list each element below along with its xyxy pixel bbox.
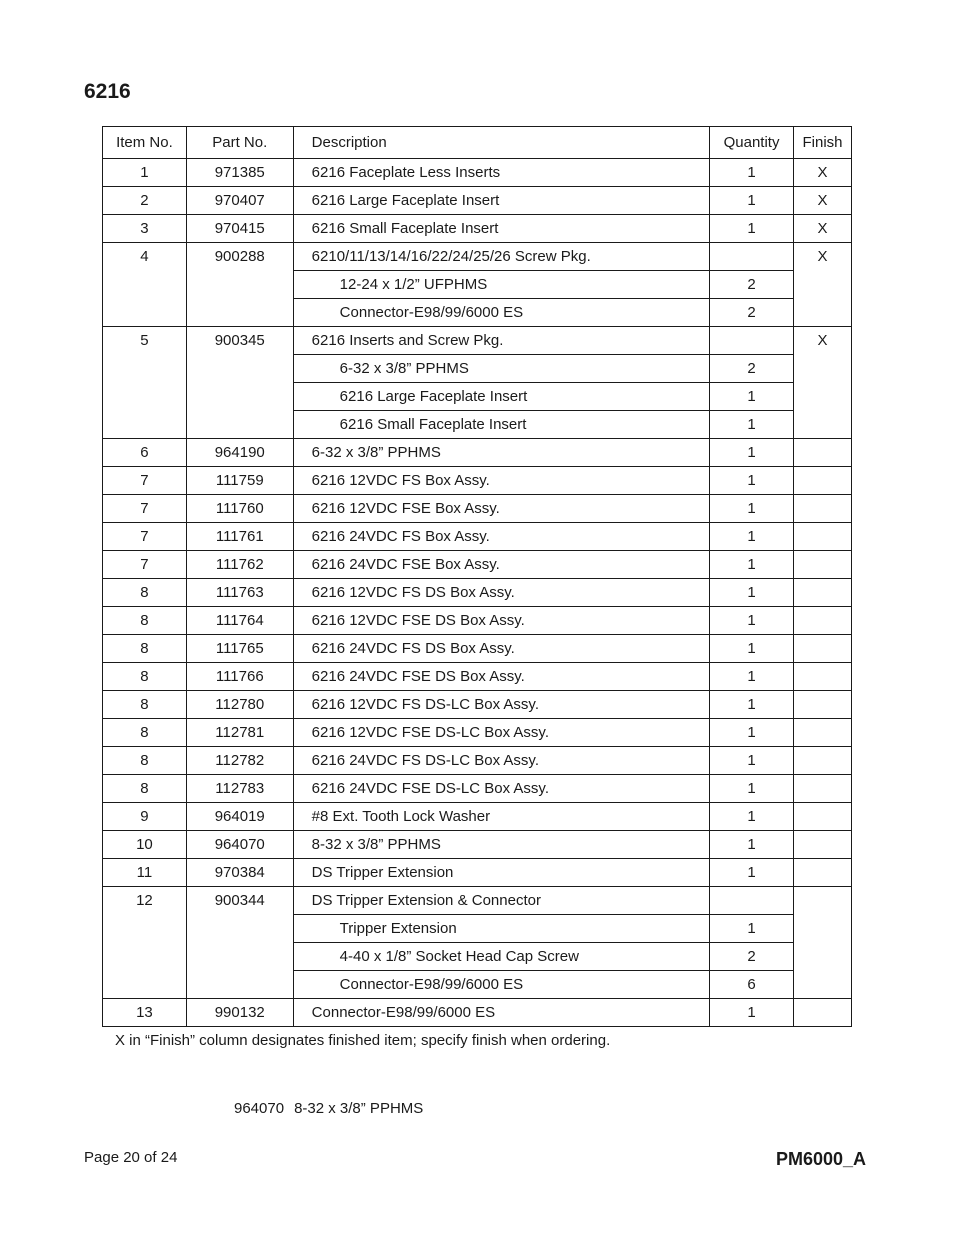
finish-footnote: X in “Finish” column designates finished item; specify finish when ordering.	[115, 1032, 611, 1049]
part-no-cell: 111762	[186, 551, 293, 579]
item-no-cell: 8	[103, 719, 187, 747]
quantity-cell: 1	[710, 663, 794, 691]
finish-cell	[794, 803, 852, 831]
quantity-cell: 1	[710, 579, 794, 607]
table-row	[103, 663, 852, 691]
description-cell: 6216 Small Faceplate Insert	[293, 411, 709, 439]
description-cell: 6216 Faceplate Less Inserts	[293, 159, 709, 187]
description-cell: Connector-E98/99/6000 ES	[293, 971, 709, 999]
quantity-cell: 1	[710, 159, 794, 187]
part-no-cell: 990132	[186, 999, 293, 1027]
finish-cell: X	[794, 243, 852, 327]
description-cell: 8-32 x 3/8” PPHMS	[293, 831, 709, 859]
finish-cell	[794, 691, 852, 719]
part-no-cell: 112783	[186, 775, 293, 803]
part-no-cell: 111760	[186, 495, 293, 523]
item-no-cell: 8	[103, 663, 187, 691]
part-reference	[234, 1100, 423, 1117]
description-cell: Tripper Extension	[293, 915, 709, 943]
quantity-cell: 1	[710, 915, 794, 943]
quantity-cell: 1	[710, 719, 794, 747]
finish-cell	[794, 495, 852, 523]
description-cell: 6216 Large Faceplate Insert	[293, 187, 709, 215]
quantity-cell: 1	[710, 747, 794, 775]
part-no-cell: 971385	[186, 159, 293, 187]
part-no-cell: 964070	[186, 831, 293, 859]
description-cell: 6216 12VDC FSE Box Assy.	[293, 495, 709, 523]
quantity-cell: 1	[710, 383, 794, 411]
table-row	[103, 859, 852, 887]
part-no-cell: 900288	[186, 243, 293, 327]
description-cell: Connector-E98/99/6000 ES	[293, 299, 709, 327]
part-no-cell: 970384	[186, 859, 293, 887]
parts-table-body	[103, 159, 852, 1027]
quantity-cell: 1	[710, 411, 794, 439]
quantity-cell: 1	[710, 803, 794, 831]
quantity-cell	[710, 327, 794, 355]
table-row	[103, 831, 852, 859]
reference-part-no: 964070	[234, 1100, 285, 1117]
item-no-cell: 3	[103, 215, 187, 243]
description-cell: 6216 Small Faceplate Insert	[293, 215, 709, 243]
description-cell: 12-24 x 1/2” UFPHMS	[293, 271, 709, 299]
item-no-cell: 5	[103, 327, 187, 439]
item-no-cell: 11	[103, 859, 187, 887]
table-row	[103, 635, 852, 663]
description-cell: 4-40 x 1/8” Socket Head Cap Screw	[293, 943, 709, 971]
document-id: PM6000_A	[776, 1149, 867, 1169]
description-cell: 6216 24VDC FS DS Box Assy.	[293, 635, 709, 663]
item-no-cell: 6	[103, 439, 187, 467]
table-row	[103, 775, 852, 803]
header-item-no: Item No.	[103, 127, 187, 159]
description-cell: 6216 24VDC FSE DS-LC Box Assy.	[293, 775, 709, 803]
table-row	[103, 495, 852, 523]
description-cell: DS Tripper Extension	[293, 859, 709, 887]
description-cell: 6-32 x 3/8” PPHMS	[293, 355, 709, 383]
item-no-cell: 10	[103, 831, 187, 859]
item-no-cell: 8	[103, 747, 187, 775]
header-description: Description	[293, 127, 709, 159]
page-number: Page 20 of 24	[84, 1149, 178, 1166]
item-no-cell: 7	[103, 523, 187, 551]
finish-cell	[794, 439, 852, 467]
quantity-cell: 1	[710, 187, 794, 215]
page-title: 6216	[84, 80, 131, 103]
item-no-cell: 13	[103, 999, 187, 1027]
finish-cell	[794, 551, 852, 579]
parts-table	[102, 126, 852, 1027]
part-no-cell: 964019	[186, 803, 293, 831]
table-row	[103, 439, 852, 467]
table-row	[103, 691, 852, 719]
quantity-cell	[710, 887, 794, 915]
finish-cell	[794, 635, 852, 663]
quantity-cell: 6	[710, 971, 794, 999]
quantity-cell: 1	[710, 635, 794, 663]
finish-cell	[794, 747, 852, 775]
item-no-cell: 1	[103, 159, 187, 187]
part-no-cell: 970415	[186, 215, 293, 243]
quantity-cell: 1	[710, 859, 794, 887]
part-no-cell: 111759	[186, 467, 293, 495]
table-header-row	[103, 127, 852, 159]
description-cell: Connector-E98/99/6000 ES	[293, 999, 709, 1027]
table-row	[103, 523, 852, 551]
table-row	[103, 243, 852, 271]
description-cell: 6216 24VDC FS DS-LC Box Assy.	[293, 747, 709, 775]
finish-cell: X	[794, 215, 852, 243]
description-cell: 6216 12VDC FSE DS-LC Box Assy.	[293, 719, 709, 747]
part-no-cell: 964190	[186, 439, 293, 467]
item-no-cell: 8	[103, 579, 187, 607]
item-no-cell: 4	[103, 243, 187, 327]
table-row	[103, 579, 852, 607]
quantity-cell: 1	[710, 215, 794, 243]
part-no-cell: 970407	[186, 187, 293, 215]
part-no-cell: 111763	[186, 579, 293, 607]
quantity-cell: 1	[710, 831, 794, 859]
description-cell: 6216 Large Faceplate Insert	[293, 383, 709, 411]
finish-cell	[794, 859, 852, 887]
description-cell: #8 Ext. Tooth Lock Washer	[293, 803, 709, 831]
description-cell: 6216 12VDC FS DS Box Assy.	[293, 579, 709, 607]
finish-cell	[794, 999, 852, 1027]
header-finish: Finish	[794, 127, 852, 159]
quantity-cell: 2	[710, 271, 794, 299]
description-cell: 6-32 x 3/8” PPHMS	[293, 439, 709, 467]
item-no-cell: 7	[103, 467, 187, 495]
item-no-cell: 12	[103, 887, 187, 999]
table-row	[103, 999, 852, 1027]
quantity-cell: 1	[710, 523, 794, 551]
table-row	[103, 607, 852, 635]
item-no-cell: 8	[103, 775, 187, 803]
description-cell: 6216 12VDC FSE DS Box Assy.	[293, 607, 709, 635]
quantity-cell: 1	[710, 495, 794, 523]
description-cell: 6216 12VDC FS DS-LC Box Assy.	[293, 691, 709, 719]
item-no-cell: 8	[103, 607, 187, 635]
finish-cell: X	[794, 159, 852, 187]
finish-cell	[794, 467, 852, 495]
quantity-cell: 1	[710, 439, 794, 467]
quantity-cell: 1	[710, 467, 794, 495]
quantity-cell: 1	[710, 999, 794, 1027]
table-row	[103, 887, 852, 915]
description-cell: DS Tripper Extension & Connector	[293, 887, 709, 915]
table-row	[103, 719, 852, 747]
quantity-cell: 2	[710, 943, 794, 971]
finish-cell	[794, 719, 852, 747]
part-no-cell: 111764	[186, 607, 293, 635]
description-cell: 6216 24VDC FSE Box Assy.	[293, 551, 709, 579]
part-no-cell: 112782	[186, 747, 293, 775]
table-row	[103, 215, 852, 243]
part-no-cell: 111766	[186, 663, 293, 691]
finish-cell	[794, 775, 852, 803]
finish-cell	[794, 607, 852, 635]
item-no-cell: 8	[103, 635, 187, 663]
part-no-cell: 900344	[186, 887, 293, 999]
table-row	[103, 467, 852, 495]
table-row	[103, 187, 852, 215]
header-part-no: Part No.	[186, 127, 293, 159]
quantity-cell: 1	[710, 607, 794, 635]
item-no-cell: 8	[103, 691, 187, 719]
quantity-cell	[710, 243, 794, 271]
table-row	[103, 803, 852, 831]
finish-cell	[794, 887, 852, 999]
description-cell: 6216 12VDC FS Box Assy.	[293, 467, 709, 495]
quantity-cell: 1	[710, 551, 794, 579]
description-cell: 6216 Inserts and Screw Pkg.	[293, 327, 709, 355]
finish-cell: X	[794, 187, 852, 215]
quantity-cell: 1	[710, 775, 794, 803]
part-no-cell: 112781	[186, 719, 293, 747]
part-no-cell: 111761	[186, 523, 293, 551]
quantity-cell: 2	[710, 355, 794, 383]
item-no-cell: 2	[103, 187, 187, 215]
table-row	[103, 747, 852, 775]
quantity-cell: 1	[710, 691, 794, 719]
part-no-cell: 900345	[186, 327, 293, 439]
item-no-cell: 7	[103, 495, 187, 523]
table-row	[103, 551, 852, 579]
description-cell: 6210/11/13/14/16/22/24/25/26 Screw Pkg.	[293, 243, 709, 271]
finish-cell	[794, 579, 852, 607]
reference-description: 8-32 x 3/8” PPHMS	[294, 1100, 424, 1117]
table-row	[103, 327, 852, 355]
header-quantity: Quantity	[710, 127, 794, 159]
finish-cell: X	[794, 327, 852, 439]
part-no-cell: 112780	[186, 691, 293, 719]
item-no-cell: 7	[103, 551, 187, 579]
finish-cell	[794, 523, 852, 551]
quantity-cell: 2	[710, 299, 794, 327]
part-no-cell: 111765	[186, 635, 293, 663]
description-cell: 6216 24VDC FS Box Assy.	[293, 523, 709, 551]
description-cell: 6216 24VDC FSE DS Box Assy.	[293, 663, 709, 691]
item-no-cell: 9	[103, 803, 187, 831]
table-row	[103, 159, 852, 187]
finish-cell	[794, 831, 852, 859]
finish-cell	[794, 663, 852, 691]
